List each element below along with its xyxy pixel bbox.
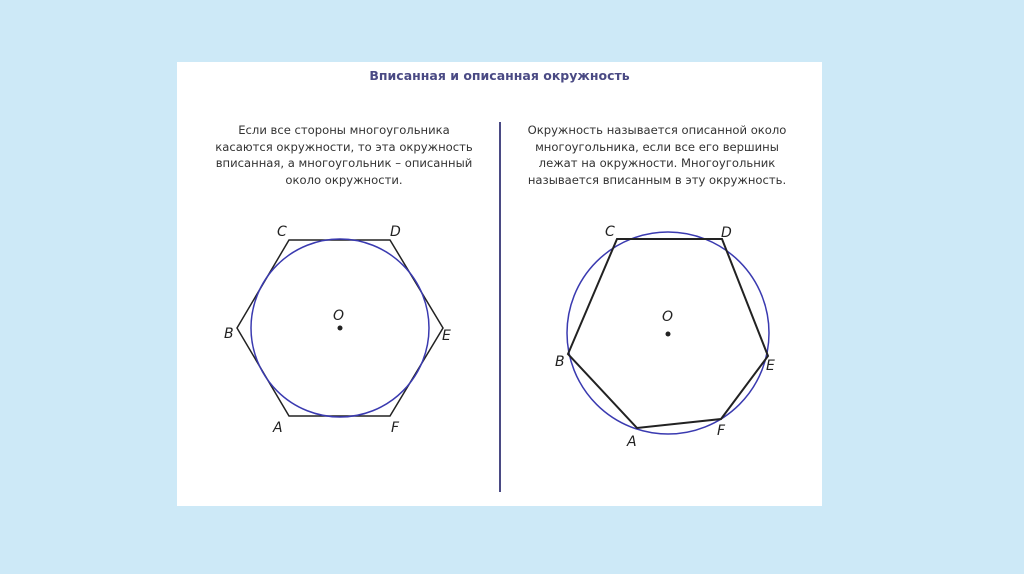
center-point <box>666 332 671 337</box>
description-line: Если все стороны многоугольника <box>238 123 450 137</box>
label-f: F <box>717 423 726 439</box>
label-d: D <box>721 225 732 241</box>
label-b: B <box>555 354 565 370</box>
description-line: Окружность называется описанной около <box>527 123 787 137</box>
label-b: B <box>224 326 234 342</box>
description-line: вписанная, а многоугольник – описанный <box>215 156 473 170</box>
label-a: A <box>273 420 283 436</box>
label-o: O <box>662 309 674 325</box>
label-o: O <box>333 308 345 324</box>
description-line: называется вписанным в эту окружность. <box>527 172 787 187</box>
description-line: касаются окружности, то эта окружность <box>215 139 473 154</box>
label-c: C <box>277 224 287 240</box>
label-a: A <box>627 434 637 450</box>
label-f: F <box>391 420 400 436</box>
description-line: около окружности. <box>285 172 403 187</box>
description-line: лежат на окружности. Многоугольник <box>538 156 776 170</box>
page-title: Вписанная и описанная окружность <box>369 68 630 83</box>
label-d: D <box>390 224 401 240</box>
label-c: C <box>605 224 615 240</box>
label-e: E <box>442 328 451 344</box>
label-e: E <box>766 358 775 374</box>
description-line: многоугольника, если все его вершины <box>535 139 779 154</box>
